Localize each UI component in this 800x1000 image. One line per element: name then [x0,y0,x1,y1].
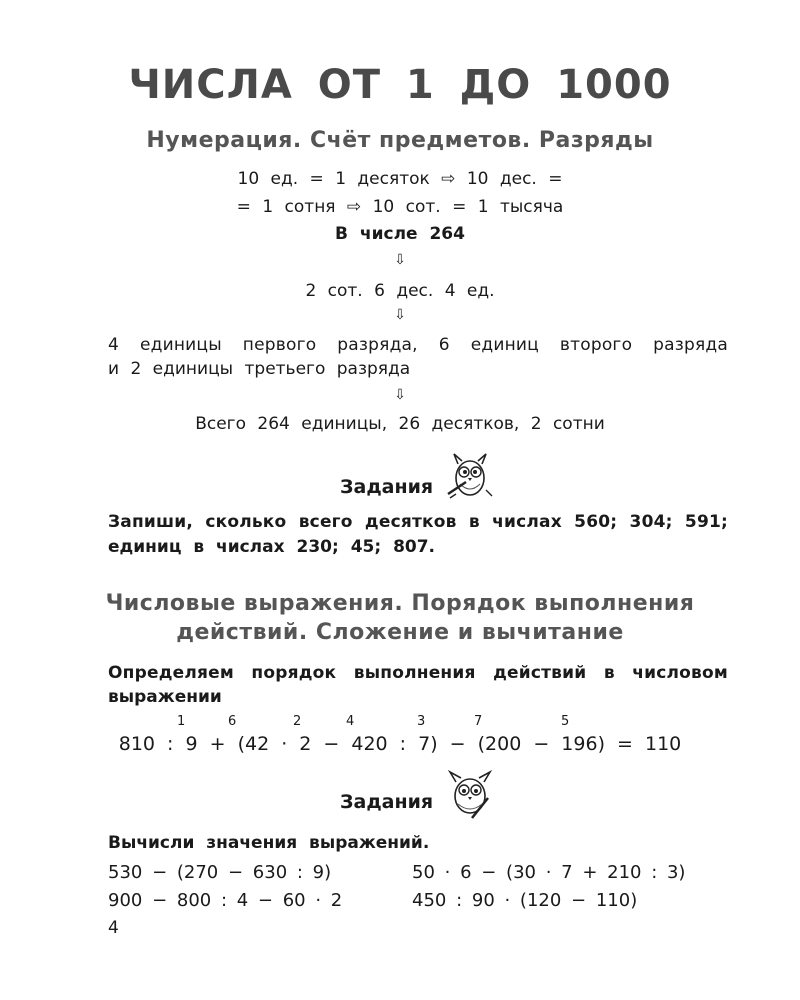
page-title: ЧИСЛА ОТ 1 ДО 1000 [128,62,672,108]
digits-description-line-2: и 2 единицы третьего разряда [108,359,411,379]
order-mark: 7 [474,714,483,729]
intro-text-line-1: Определяем порядок выполнения действий в числовом [108,663,728,683]
units-relation-line-1: 10 ед. = 1 десяток ⇨ 10 дес. = [237,169,563,189]
section-heading-expressions-line-2: действий. Сложение и вычитание [176,620,624,645]
order-mark: 2 [293,714,302,729]
order-mark: 1 [177,714,186,729]
owl-mascot-icon [442,450,498,500]
place-value-breakdown: 2 сот. 6 дес. 4 ед. [305,281,495,301]
tasks-heading: Задания [340,791,434,813]
units-relation-line-2: = 1 сотня ⇨ 10 сот. = 1 тысяча [236,197,564,217]
down-arrow-icon: ⇩ [394,307,406,323]
down-arrow-icon: ⇩ [394,252,406,268]
task2-instruction: Вычисли значения выражений. [108,833,430,853]
page-number: 4 [108,918,119,938]
total-units-line: Всего 264 единицы, 26 десятков, 2 сотни [195,414,605,434]
order-mark: 4 [346,714,355,729]
order-mark: 6 [228,714,237,729]
digits-description-line-1: 4 единицы первого разряда, 6 единиц второго разряда [108,335,728,355]
number-caption: В числе 264 [335,224,465,244]
expression-left-1: 530 − (270 − 630 : 9) [108,862,332,883]
intro-text-line-2: выражении [108,687,222,707]
section-heading-numeration: Нумерация. Счёт предметов. Разряды [146,128,654,153]
order-mark: 3 [417,714,426,729]
expression-right-1: 50 · 6 − (30 · 7 + 210 : 3) [412,862,686,883]
tasks-heading: Задания [340,476,434,498]
task1-text-line-1: Запиши, сколько всего десятков в числах 560; 304; 591; [108,512,728,532]
order-mark: 5 [561,714,570,729]
down-arrow-icon: ⇩ [394,387,406,403]
expression-right-2: 450 : 90 · (120 − 110) [412,890,638,911]
owl-mascot-icon [442,768,498,820]
task1-text-line-2: единиц в числах 230; 45; 807. [108,537,436,557]
section-heading-expressions-line-1: Числовые выражения. Порядок выполнения [105,591,695,616]
expression-left-2: 900 − 800 : 4 − 60 · 2 [108,890,343,911]
numeric-expression: 810 : 9 + (42 · 2 − 420 : 7) − (200 − 196) = 110 [118,733,682,755]
